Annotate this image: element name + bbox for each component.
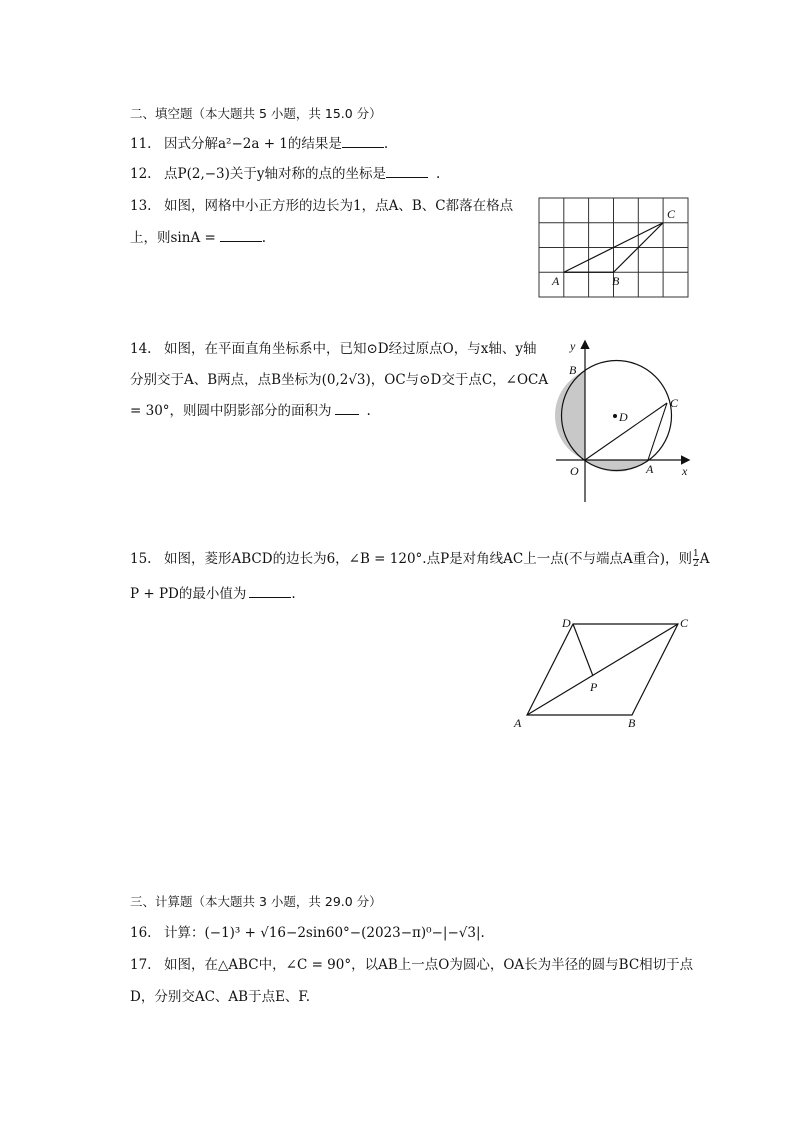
question-text: 如图，网格中小正方形的边长为1，点A、B、C都落在格点 <box>164 198 514 214</box>
label-o: O <box>570 464 579 478</box>
question-text: 如图，在△ABC中，∠C = 90°，以AB上一点O为圆心，OA长为半径的圆与BC相切于点 <box>164 957 694 973</box>
question-14-line-3 <box>130 402 371 420</box>
answer-blank <box>249 585 291 598</box>
question-text: 如图，菱形ABCD的边长为6，∠B = 120°.点P是对角线AC上一点(不与端点A重合)，则 <box>164 551 693 567</box>
question-number: 12. <box>130 166 152 182</box>
question-end: . <box>436 166 441 182</box>
question-16 <box>130 924 485 942</box>
rhombus-figure <box>510 612 696 732</box>
question-15-line-1 <box>130 550 710 569</box>
question-17-line-1 <box>130 956 693 974</box>
question-end: . <box>261 230 267 246</box>
question-text: = 30°，则圆中阴影部分的面积为 <box>130 403 332 419</box>
label-b: B <box>628 716 636 730</box>
fraction-one-half: $\frac{1}{2}$ <box>693 549 699 569</box>
question-number: 14. <box>130 341 152 357</box>
question-text: 分别交于A、B两点，点B坐标为(0,2√3)，OC与⊙D交于点C，∠OCA <box>130 372 549 388</box>
answer-blank <box>220 229 262 242</box>
label-p: P <box>590 680 598 694</box>
center-point <box>613 414 617 418</box>
question-number: 15. <box>130 551 152 567</box>
label-a: A <box>552 274 560 288</box>
question-text: P + PD的最小值为 <box>130 586 247 602</box>
question-end: . <box>291 586 296 602</box>
section-3-title: 三、计算题（本大题共 3 小题，共 29.0 分） <box>130 894 382 909</box>
answer-blank <box>386 165 428 178</box>
label-a: A <box>514 716 522 730</box>
question-text-end: A <box>699 551 710 567</box>
answer-blank <box>335 402 359 415</box>
question-text: 点P(2,−3)关于y轴对称的点的坐标是 <box>164 166 387 182</box>
question-text: D，分别交AC、AB于点E、F. <box>130 989 310 1005</box>
question-13-line-2 <box>130 229 266 247</box>
question-13-line-1 <box>130 197 513 215</box>
label-d: D <box>619 410 628 424</box>
question-12 <box>130 165 440 183</box>
question-15-line-2 <box>130 585 296 603</box>
section-2-title: 二、填空题（本大题共 5 小题，共 15.0 分） <box>130 106 382 121</box>
question-end: . <box>366 403 371 419</box>
question-11 <box>130 135 388 153</box>
question-text: 如图，在平面直角坐标系中，已知⊙D经过原点O，与x轴、y轴 <box>164 341 537 357</box>
question-number: 11. <box>130 136 152 152</box>
question-text: 计算：(−1)³ + √16−2sin60°−(2023−π)⁰−|−√3|. <box>164 925 485 941</box>
label-a: A <box>646 462 654 476</box>
segment-dp <box>573 624 593 676</box>
question-number: 17. <box>130 957 152 973</box>
label-c: C <box>670 396 679 410</box>
question-14-line-2 <box>130 371 548 389</box>
question-17-line-2 <box>130 988 310 1006</box>
label-d: D <box>562 616 571 630</box>
label-c: C <box>667 207 676 221</box>
question-text: 上，则sinA = <box>130 230 216 246</box>
label-b: B <box>612 274 620 288</box>
answer-blank <box>342 135 384 148</box>
grid-figure <box>536 196 692 298</box>
label-b: B <box>569 363 577 377</box>
question-text: 因式分解a²−2a + 1的结果是 <box>164 136 342 152</box>
circle-figure <box>552 336 694 506</box>
label-c: C <box>680 616 689 630</box>
question-number: 13. <box>130 198 152 214</box>
question-14-line-1 <box>130 340 536 358</box>
shaded-segment-oy <box>555 371 585 460</box>
label-y: y <box>570 339 576 353</box>
question-end: . <box>383 136 389 152</box>
label-x: x <box>682 464 688 478</box>
question-number: 16. <box>130 925 152 941</box>
